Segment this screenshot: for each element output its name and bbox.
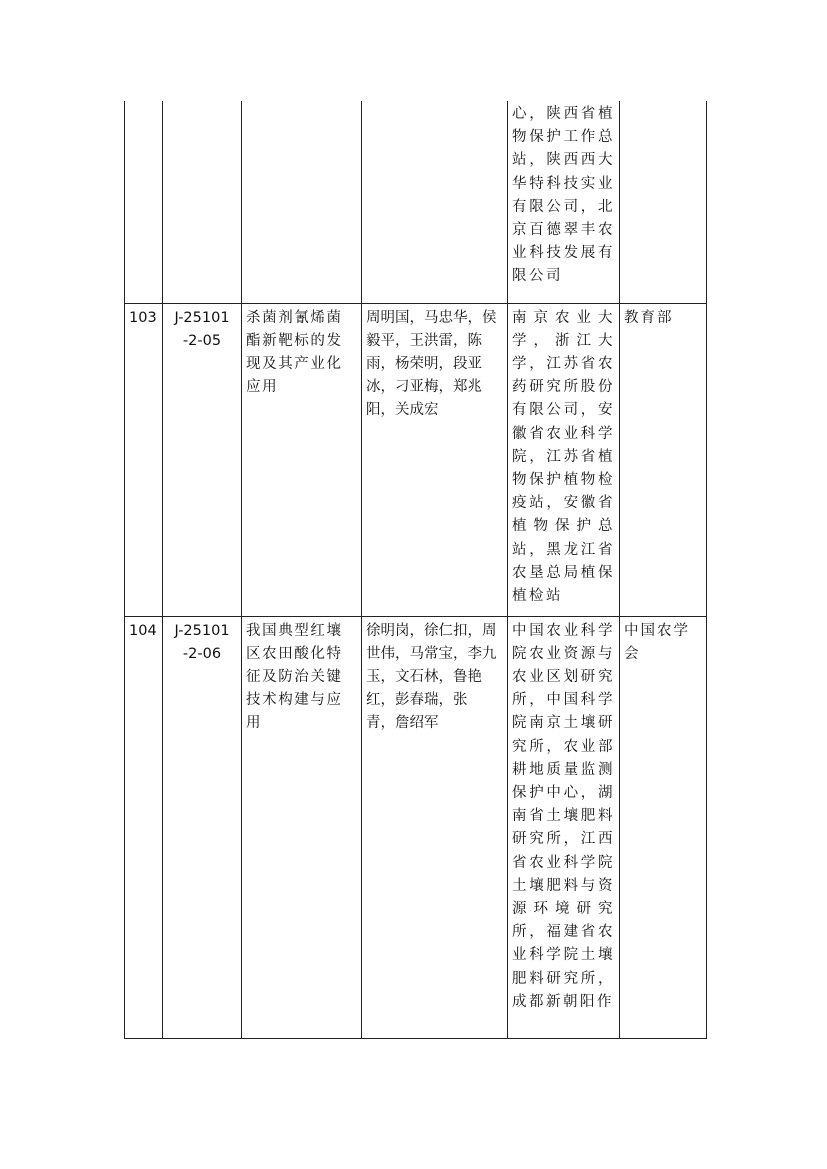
row-number-cell: 104 [125,616,163,1038]
project-code-cell [163,303,242,616]
main-contributors-cell [362,101,508,303]
project-code-line2: -2-06 [182,645,222,662]
project-code-line1: J-25101 [174,309,230,326]
project-title-cell: 杀菌剂氰烯菌酯新靶标的发现及其产业化应用 [242,303,362,616]
row-number-cell: 103 [125,303,163,616]
nominator-cell: 教育部 [620,303,707,616]
project-code-cell [163,616,242,1038]
project-title-cell [242,101,362,303]
organizations-cell: 南京农业大学，浙江大学，江苏省农药研究所股份有限公司，安徽省农业科学院，江苏省植物保护植物检疫站，安徽省植物保护总站，黑龙江省农垦总局植保植检站 [508,303,620,616]
project-code-line2: -2-05 [182,332,222,349]
organizations-cell: 心，陕西省植物保护工作总站，陕西西大华特科技实业有限公司，北京百德翠丰农业科技发展有限公司 [508,101,620,303]
nominator-cell: 中国农学会 [620,616,707,1038]
award-nominee-table [124,101,707,1039]
project-title-cell: 我国典型红壤区农田酸化特征及防治关键技术构建与应用 [242,616,362,1038]
organizations-cell: 中国农业科学院农业资源与农业区划研究所，中国科学院南京土壤研究所，农业部耕地质量监测保护中心，湖南省土壤肥料研究所，江西省农业科学院土壤肥料与资源环境研究所，福建省农业科学院土壤肥料研究所，成都新朝阳作 [508,616,620,1038]
row-number-cell [125,101,163,303]
main-contributors-cell: 徐明岗，徐仁扣，周世伟，马常宝，李九玉，文石林，鲁艳红，彭春瑞，张 青，詹绍军 [362,616,508,1038]
project-code-line1: J-25101 [174,622,230,639]
table-row [125,616,707,1038]
table-row [125,303,707,616]
project-code-cell [163,101,242,303]
table-row [125,101,707,303]
main-contributors-cell: 周明国，马忠华，侯毅平，王洪雷，陈 雨，杨荣明，段亚冰，刁亚梅，郑兆阳，关成宏 [362,303,508,616]
nominator-cell [620,101,707,303]
